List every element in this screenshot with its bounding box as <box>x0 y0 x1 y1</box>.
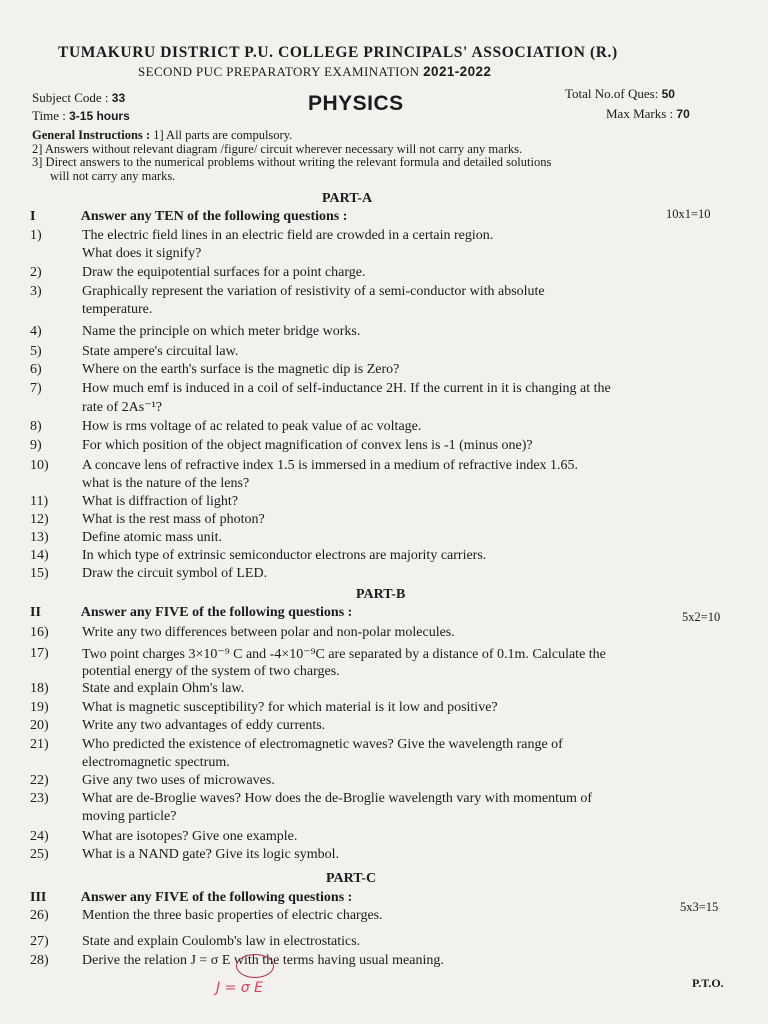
question-text: Mention the three basic properties of electric charges. <box>82 908 383 923</box>
question-number: 8) <box>30 419 42 434</box>
time-label: Time : <box>32 108 66 123</box>
subject-title: PHYSICS <box>308 92 404 115</box>
total-questions <box>565 86 675 102</box>
question-text-continued: What does it signify? <box>82 246 202 261</box>
part-a-title: PART-A <box>322 191 373 206</box>
part-c-instruction: Answer any FIVE of the following questions : <box>80 890 353 905</box>
question-text: The electric field lines in an electric field are crowded in a certain region. <box>82 228 494 243</box>
question-number: 11) <box>30 494 49 509</box>
part-c-marks: 5x3=15 <box>680 900 719 914</box>
question-number: 14) <box>30 548 49 563</box>
question-number: 3) <box>30 284 42 299</box>
question-text: Name the principle on which meter bridge works. <box>82 324 361 339</box>
part-c-roman: III <box>30 890 47 905</box>
part-a-instruction: Answer any TEN of the following questions : <box>80 209 348 224</box>
part-a-heading <box>30 209 347 225</box>
question-number: 20) <box>30 718 49 733</box>
question-text: How much emf is induced in a coil of self-inductance 2H. If the current in it is changing at the <box>82 381 611 396</box>
question-number: 1) <box>30 228 42 243</box>
question-number: 24) <box>30 829 49 844</box>
question-text: For which position of the object magnification of convex lens is -1 (minus one)? <box>82 438 533 453</box>
max-marks-value: 70 <box>676 107 690 121</box>
question-text: In which type of extrinsic semiconductor electrons are majority carriers. <box>82 548 487 563</box>
question-number: 27) <box>30 934 49 949</box>
question-number: 12) <box>30 512 49 527</box>
question-number: 6) <box>30 362 42 377</box>
instruction-1: 1] All parts are compulsory. <box>153 128 293 142</box>
subject-code <box>32 90 125 106</box>
question-text: State and explain Coulomb's law in electrostatics. <box>82 934 361 949</box>
handwritten-note: J = σ E <box>216 980 263 996</box>
max-marks-label: Max Marks : <box>606 106 674 121</box>
question-number: 28) <box>30 953 49 968</box>
part-a-roman: I <box>30 209 36 224</box>
total-ques-value: 50 <box>661 87 675 101</box>
pto-label: P.T.O. <box>692 976 724 990</box>
question-text: Two point charges 3×10⁻⁹ C and -4×10⁻⁹C are separated by a distance of 0.1m. Calculate the <box>82 647 606 662</box>
question-text: A concave lens of refractive index 1.5 is immersed in a medium of refractive index 1.65. <box>82 458 579 473</box>
question-text-continued: potential energy of the system of two charges. <box>82 664 340 679</box>
part-b-title: PART-B <box>356 587 406 602</box>
question-number: 21) <box>30 737 49 752</box>
part-b-roman: II <box>30 605 41 620</box>
total-ques-label: Total No.of Ques: <box>565 86 659 101</box>
question-text: Write any two differences between polar and non-polar molecules. <box>82 625 455 640</box>
question-text: What are de-Broglie waves? How does the de-Broglie wavelength vary with momentum of <box>82 791 593 806</box>
instruction-2: 2] Answers without relevant diagram /figure/ circuit wherever necessary will not carry any marks. <box>32 142 523 156</box>
instruction-line-1 <box>32 128 292 143</box>
question-number: 18) <box>30 681 49 696</box>
instruction-3: 3] Direct answers to the numerical problems without writing the relevant formula and detailed solutions <box>32 155 552 169</box>
association-title: TUMAKURU DISTRICT P.U. COLLEGE PRINCIPALS' ASSOCIATION (R.) <box>58 44 618 61</box>
question-text-continued: moving particle? <box>82 809 177 824</box>
question-number: 9) <box>30 438 42 453</box>
instructions-label: General Instructions : <box>32 128 151 142</box>
question-text: Who predicted the existence of electromagnetic waves? Give the wavelength range of <box>82 737 563 752</box>
question-text-continued: what is the nature of the lens? <box>82 476 250 491</box>
question-text: Derive the relation J = σ E with the terms having usual meaning. <box>82 953 444 968</box>
question-number: 7) <box>30 381 42 396</box>
question-number: 25) <box>30 847 49 862</box>
exam-title <box>138 64 491 80</box>
question-text: State and explain Ohm's law. <box>82 681 245 696</box>
question-text: Graphically represent the variation of resistivity of a semi-conductor with absolute <box>82 284 545 299</box>
question-text: What is a NAND gate? Give its logic symbol. <box>82 847 340 862</box>
subject-code-label: Subject Code : <box>32 90 109 105</box>
question-text: State ampere's circuital law. <box>82 344 239 359</box>
question-text-continued: temperature. <box>82 302 153 317</box>
instruction-4: will not carry any marks. <box>50 169 176 183</box>
exam-year: 2021-2022 <box>423 64 492 79</box>
question-text: Draw the equipotential surfaces for a point charge. <box>82 265 366 280</box>
time-value: 3-15 hours <box>69 109 130 123</box>
question-text: What is the rest mass of photon? <box>82 512 265 527</box>
part-b-marks: 5x2=10 <box>682 610 721 624</box>
question-number: 17) <box>30 646 49 661</box>
question-text-continued: rate of 2As⁻¹? <box>82 400 163 415</box>
part-b-instruction: Answer any FIVE of the following questions : <box>80 605 353 620</box>
subject-code-value: 33 <box>111 91 126 105</box>
exam-name: SECOND PUC PREPARATORY EXAMINATION <box>138 64 420 79</box>
ink-circle-mark <box>236 954 274 978</box>
question-number: 15) <box>30 566 49 581</box>
question-text: How is rms voltage of ac related to peak value of ac voltage. <box>82 419 422 434</box>
question-text: Write any two advantages of eddy currents. <box>82 718 326 733</box>
part-c-title: PART-C <box>326 871 377 886</box>
question-number: 22) <box>30 773 49 788</box>
question-number: 26) <box>30 908 49 923</box>
question-text: What are isotopes? Give one example. <box>82 829 298 844</box>
question-number: 23) <box>30 791 49 806</box>
question-number: 5) <box>30 344 42 359</box>
question-number: 13) <box>30 530 49 545</box>
exam-time <box>32 108 130 124</box>
question-text: Define atomic mass unit. <box>82 530 222 545</box>
question-text: Draw the circuit symbol of LED. <box>82 566 268 581</box>
max-marks <box>606 106 690 122</box>
part-a-marks: 10x1=10 <box>666 207 711 221</box>
question-number: 2) <box>30 265 42 280</box>
part-c-heading <box>30 890 352 906</box>
question-number: 16) <box>30 625 49 640</box>
question-number: 10) <box>30 458 49 473</box>
question-text-continued: electromagnetic spectrum. <box>82 755 230 770</box>
question-text: What is magnetic susceptibility? for which material is it low and positive? <box>82 700 498 715</box>
question-text: What is diffraction of light? <box>82 494 239 509</box>
question-number: 19) <box>30 700 49 715</box>
question-text: Where on the earth's surface is the magnetic dip is Zero? <box>82 362 400 377</box>
question-text: Give any two uses of microwaves. <box>82 773 275 788</box>
question-number: 4) <box>30 324 42 339</box>
part-b-heading <box>30 605 352 621</box>
